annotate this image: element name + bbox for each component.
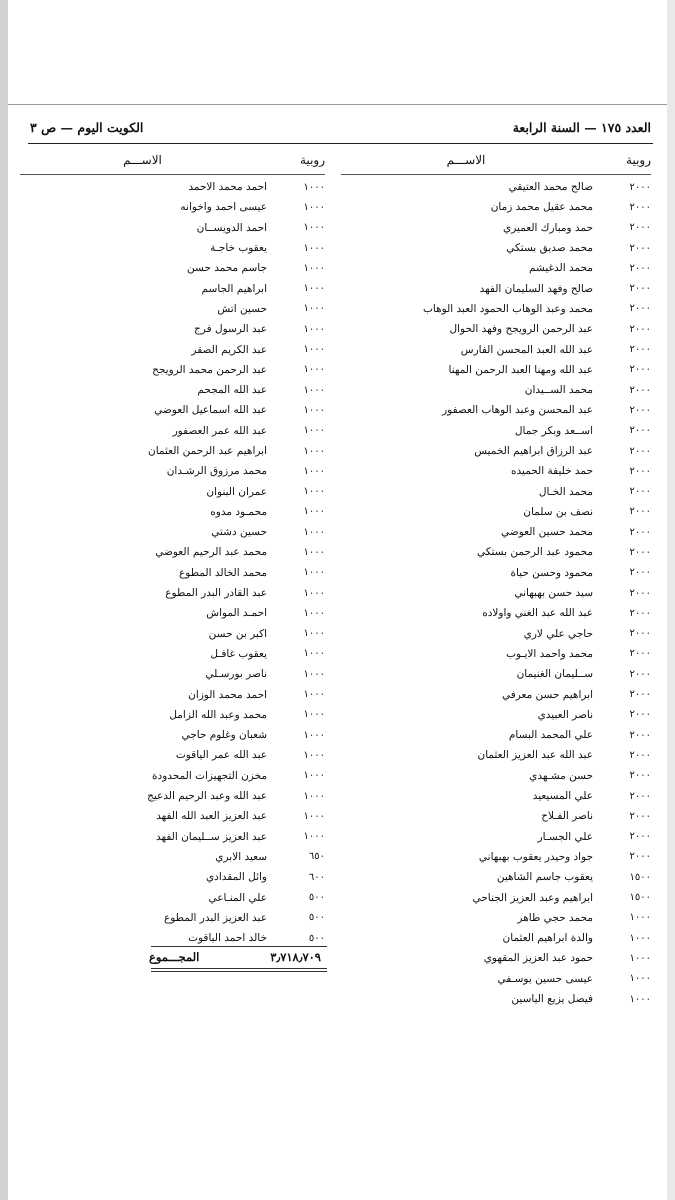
donor-row [341,299,651,319]
total-label: المجـــموع [149,950,200,964]
page-top-rule [8,104,667,105]
total-value: ٣٫٧١٨٫٧٠٩ [270,950,321,964]
donor-row [20,360,325,380]
donor-name: محمد صديق بستكي [506,242,593,255]
donation-amount: ٦٠٠ [308,871,325,883]
donor-name: عبد الرسول فرج [194,323,267,336]
donor-name: ناصر العبيدي [537,708,593,721]
donation-amount: ١٠٠٠ [629,912,651,924]
donor-name: خالد احمد الياقوت [188,932,267,945]
header-divider [28,143,653,144]
donor-name: احمد الدويســان [196,221,267,234]
donor-name: عبد العزيز ســليمان الفهد [155,830,267,843]
donor-row [341,867,651,887]
name-header: الاســـم [446,153,486,167]
donor-row [20,421,325,441]
donor-name: يعقوب جاسم الشاهين [496,871,593,884]
donation-amount: ١٠٠٠ [303,648,325,660]
donor-row [20,908,325,928]
donor-row [20,502,325,522]
donor-row [20,177,325,197]
donor-name: مخزن التجهيزات المحدودة [152,769,267,782]
donor-row [341,786,651,806]
donor-name: عبد الله ومهنا العبد الرحمن المهنا [448,363,593,376]
donation-amount: ٢٠٠٠ [629,445,651,457]
donor-name: محمد عقيل محمد زمان [490,201,593,214]
donation-amount: ١٠٠٠ [303,262,325,274]
donor-row [341,603,651,623]
donation-amount: ٢٠٠٠ [629,283,651,295]
donor-name: محمود عبد الرحمن بستكي [476,546,593,559]
donor-name: جواد وحيدر يعقوب بهبهاني [478,850,593,863]
donor-name: محمد الخالد المطوع [179,566,267,579]
donor-row [20,461,325,481]
donation-amount: ٢٠٠٠ [629,587,651,599]
column-header-rule [20,174,325,175]
donation-amount: ٢٠٠٠ [629,668,651,680]
donor-name: نصف بن سلمان [523,505,593,518]
donor-row [20,218,325,238]
total-rule-bottom [151,968,327,969]
donation-amount: ١٠٠٠ [303,222,325,234]
donor-name: والدة ابراهيم العثمان [502,932,593,945]
donor-name: ســليمان الغنيمان [516,668,593,681]
donor-row [20,441,325,461]
donor-row [20,725,325,745]
donor-row [20,705,325,725]
donation-amount: ٢٠٠٠ [629,770,651,782]
donor-name: عبد القادر البدر المطوع [165,587,267,600]
donor-row [341,684,651,704]
donation-amount: ١٠٠٠ [303,770,325,782]
donor-row [341,827,651,847]
donor-name: ابراهيم عبد الرحمن العثمان [148,445,267,457]
donor-name: محمد وعبد الله الزامل [169,708,267,721]
donation-amount: ١٠٠٠ [303,729,325,741]
donor-row [20,867,325,887]
donor-row [341,400,651,420]
donation-amount: ١٠٠٠ [303,810,325,822]
total-rule-double [151,971,327,972]
donor-list-right [341,177,651,1009]
donation-amount: ١٠٠٠ [303,242,325,254]
donor-row [341,360,651,380]
grand-total [145,950,325,964]
donor-name: علي المنـاعي [208,891,267,904]
donor-name: عبد الرحمن محمد الرويجح [152,363,267,376]
donor-row [341,238,651,258]
donor-name: ابراهيم الجاسم [201,282,267,295]
donor-name: عبد العزيز العبد الله الفهد [156,810,267,823]
donor-name: محمد حجي طاهر [517,911,593,924]
donation-amount: ١٠٠٠ [303,749,325,761]
donor-name: عبد الله اسماعيل العوضي [154,404,267,417]
donation-amount: ٢٠٠٠ [629,526,651,538]
donor-name: محمد مرزوق الرشـدان [166,465,267,478]
donor-name: احمد محمد الاحمد [188,181,267,194]
donor-name: عمران البنوان [206,485,267,498]
donor-row [20,380,325,400]
donation-amount: ١٠٠٠ [303,709,325,721]
donor-row [20,299,325,319]
donation-amount: ٢٠٠٠ [629,303,651,315]
donor-name: احمد محمد الوزان [188,688,267,701]
donation-amount: ١٥٠٠ [629,871,651,883]
donation-amount: ١٠٠٠ [303,607,325,619]
donor-name: ناصر بورسـلي [205,668,267,681]
donor-name: حمود عبد العزيز المقهوي [483,952,593,965]
donor-name: محمود وحسن حياة [510,566,593,579]
donation-amount: ١٠٠٠ [303,790,325,802]
donor-row [341,766,651,786]
donation-amount: ١٠٠٠ [303,628,325,640]
column-header [20,146,325,174]
donor-row [341,542,651,562]
donation-amount: ٢٠٠٠ [629,790,651,802]
donation-amount: ١٠٠٠ [303,546,325,558]
donation-amount: ٥٠٠ [308,912,325,924]
donor-row [341,664,651,684]
column-header-rule [341,174,651,175]
donor-name: عيسى احمد واخوانه [180,201,267,214]
donation-amount: ١٠٠٠ [629,932,651,944]
donor-name: عبد العزيز البدر المطوع [163,911,267,924]
donor-row [341,725,651,745]
donation-amount: ٢٠٠٠ [629,749,651,761]
donor-row [341,421,651,441]
donor-row [20,339,325,359]
donor-row [341,745,651,765]
donation-amount: ١٠٠٠ [303,344,325,356]
donor-row [20,766,325,786]
donation-amount: ١٠٠٠ [303,526,325,538]
donation-amount: ٦٥٠ [308,851,325,863]
donor-row [20,745,325,765]
donor-row [20,603,325,623]
donation-amount: ١٠٠٠ [303,445,325,457]
donor-name: عبد الله المجحم [197,384,267,397]
donation-amount: ١٠٠٠ [303,831,325,843]
donation-amount: ١٠٠٠ [303,506,325,518]
donations-column-left [20,146,325,948]
donation-amount: ٢٠٠٠ [629,831,651,843]
donor-name: حسين اتش [217,302,267,315]
donor-name: عبد الله عمر العصفور [172,424,267,437]
donor-row [341,278,651,298]
donation-amount: ١٠٠٠ [303,181,325,193]
donor-row [341,705,651,725]
donation-amount: ٢٠٠٠ [629,404,651,416]
donor-row [341,218,651,238]
donation-amount: ٢٠٠٠ [629,425,651,437]
donation-amount: ٢٠٠٠ [629,689,651,701]
donation-amount: ٢٠٠٠ [629,648,651,660]
donor-name: محمد وعبد الوهاب الحمود العبد الوهاب [423,302,593,315]
amount-header: روبية [626,153,651,167]
donation-amount: ٢٠٠٠ [629,709,651,721]
donor-name: محمـود مدوه [210,505,267,518]
donation-amount: ١٠٠٠ [303,567,325,579]
donation-amount: ٢٠٠٠ [629,506,651,518]
donor-row [20,563,325,583]
donation-amount: ٢٠٠٠ [629,344,651,356]
donation-amount: ١٠٠٠ [629,952,651,964]
donor-row [341,928,651,948]
donor-name: محمد واحمد الايـوب [506,647,593,660]
donor-row [341,380,651,400]
donation-amount: ٢٠٠٠ [629,607,651,619]
donor-row [341,806,651,826]
donation-amount: ١٠٠٠ [303,689,325,701]
donation-amount: ٢٠٠٠ [629,201,651,213]
donation-amount: ١٠٠٠ [303,587,325,599]
donor-row [341,969,651,989]
donation-amount: ١٠٠٠ [303,364,325,376]
donor-name: محمد الدغيشم [529,262,593,275]
donor-row [341,197,651,217]
donor-row [341,908,651,928]
donor-name: علي المسيعيد [532,790,593,803]
donor-row [20,542,325,562]
donor-name: عبد الله عبد الغني واولاده [482,607,593,620]
donor-name: محمد الخـال [538,485,593,498]
column-header [341,146,651,174]
donor-row [20,522,325,542]
donation-amount: ١٠٠٠ [303,283,325,295]
donor-name: عبد الكريم الصقر [191,343,267,356]
donor-name: علي الجسـار [537,830,593,843]
donor-name: عبد الله العبد المحسن الفارس [460,343,593,356]
donor-row [341,847,651,867]
donation-amount: ٢٠٠٠ [629,486,651,498]
donor-name: اكبر بن حسن [208,627,267,640]
page-edge-shadow [0,0,8,1200]
total-rule-top [151,946,327,947]
donor-row [20,644,325,664]
donor-row [20,258,325,278]
page-header [30,117,651,137]
donation-amount: ١٥٠٠ [629,892,651,904]
donor-row [341,583,651,603]
donor-name: حمد خليفة الحميده [511,465,593,478]
donor-row [20,684,325,704]
donation-amount: ١٠٠٠ [629,993,651,1005]
donor-row [20,197,325,217]
donor-name: اســعد وبكر جمال [514,424,593,437]
donation-amount: ١٠٠٠ [303,384,325,396]
paper-title-page: الكويت اليوم — ص ٣ [30,119,144,135]
donation-amount: ٥٠٠ [308,932,325,944]
issue-info: العدد ١٧٥ — السنة الرابعة [512,119,651,135]
donor-name: عبد الله عبد العزيز العثمان [477,749,593,762]
donation-amount: ١٠٠٠ [303,404,325,416]
donor-row [341,502,651,522]
donation-amount: ٢٠٠٠ [629,567,651,579]
donor-row [341,948,651,968]
donor-row [20,806,325,826]
donation-amount: ٢٠٠٠ [629,384,651,396]
donor-row [341,461,651,481]
donor-name: حسين دشتي [211,526,267,539]
donor-row [20,583,325,603]
donor-name: ناصر الفـلاح [541,810,593,823]
donor-name: محمد عبد الرحيم العوضي [155,546,267,559]
donation-amount: ٢٠٠٠ [629,851,651,863]
donation-amount: ٢٠٠٠ [629,465,651,477]
donor-row [20,847,325,867]
donor-name: سيد حسن بهبهاني [514,587,593,600]
donor-name: عبد الرزاق ابراهيم الخميس [474,445,593,457]
donor-row [20,786,325,806]
donor-row [341,644,651,664]
donor-name: محمد حسين العوضي [501,526,593,539]
donor-row [20,624,325,644]
donor-name: جاسم محمد حسن [187,262,267,275]
donation-amount: ٢٠٠٠ [629,729,651,741]
donor-name: سعيد الابري [215,850,267,863]
donation-amount: ١٠٠٠ [303,668,325,680]
donor-name: علي المحمد البسام [508,729,593,742]
donor-name: صالح محمد العتيقي [508,181,593,194]
donor-name: وائل المقدادي [205,871,267,884]
donor-name: صالح وفهد السليمان الفهد [479,282,593,295]
donor-name: شعبان وغلوم حاجي [181,729,267,742]
donation-amount: ١٠٠٠ [303,486,325,498]
donor-row [341,339,651,359]
donation-amount: ٢٠٠٠ [629,546,651,558]
donation-amount: ١٠٠٠ [303,323,325,335]
donor-name: عبد المحسن وعبد الوهاب العصفور [442,404,593,417]
donation-amount: ١٠٠٠ [303,425,325,437]
donations-column-right [341,146,651,1009]
donor-name: عبد الله عمر الياقوت [175,749,267,762]
donor-name: حسن مشـهدي [529,769,593,782]
donation-amount: ١٠٠٠ [303,201,325,213]
donor-row [341,989,651,1009]
donor-row [20,400,325,420]
donor-name: احمـد المواش [206,607,267,620]
donor-row [20,481,325,501]
donor-name: عبد الله وعبد الرحيم الدعيج [147,790,267,803]
donation-amount: ٢٠٠٠ [629,181,651,193]
donation-amount: ٢٠٠٠ [629,323,651,335]
donation-amount: ١٠٠٠ [629,973,651,985]
donor-row [341,522,651,542]
donation-amount: ٥٠٠ [308,892,325,904]
donor-row [20,278,325,298]
donor-row [20,827,325,847]
donor-name: يعقوب غافـل [210,647,267,660]
amount-header: روبية [300,153,325,167]
name-header: الاســـم [123,153,162,167]
donor-row [341,177,651,197]
donor-row [341,481,651,501]
donor-name: محمد الســيدان [524,384,593,397]
donor-row [20,887,325,907]
donor-row [341,258,651,278]
donation-amount: ٢٠٠٠ [629,810,651,822]
donation-amount: ٢٠٠٠ [629,222,651,234]
donor-row [20,319,325,339]
donation-amount: ٢٠٠٠ [629,262,651,274]
donor-row [341,563,651,583]
donor-row [20,664,325,684]
donor-name: يعقوب خاجـة [210,242,267,255]
donor-name: حمد ومبارك العميري [503,221,593,234]
donor-list-left [20,177,325,948]
donor-row [341,887,651,907]
donor-name: ابراهيم حسن معرفي [501,688,593,701]
donor-row [341,441,651,461]
donor-name: ابراهيم وعبد العزيز الجناحي [472,891,593,904]
donor-name: حاجي علي لاري [523,627,593,640]
donation-amount: ٢٠٠٠ [629,242,651,254]
donor-name: عيسى حسين يوسـفي [497,972,593,985]
donation-amount: ٢٠٠٠ [629,364,651,376]
donation-amount: ١٠٠٠ [303,303,325,315]
donor-name: فيصل يزيع الياسين [511,993,593,1006]
donor-row [20,238,325,258]
donation-amount: ١٠٠٠ [303,465,325,477]
donor-row [341,624,651,644]
donor-name: عبد الرحمن الرويجح وفهد الحوال [449,323,593,336]
donor-row [341,319,651,339]
donation-amount: ٢٠٠٠ [629,628,651,640]
